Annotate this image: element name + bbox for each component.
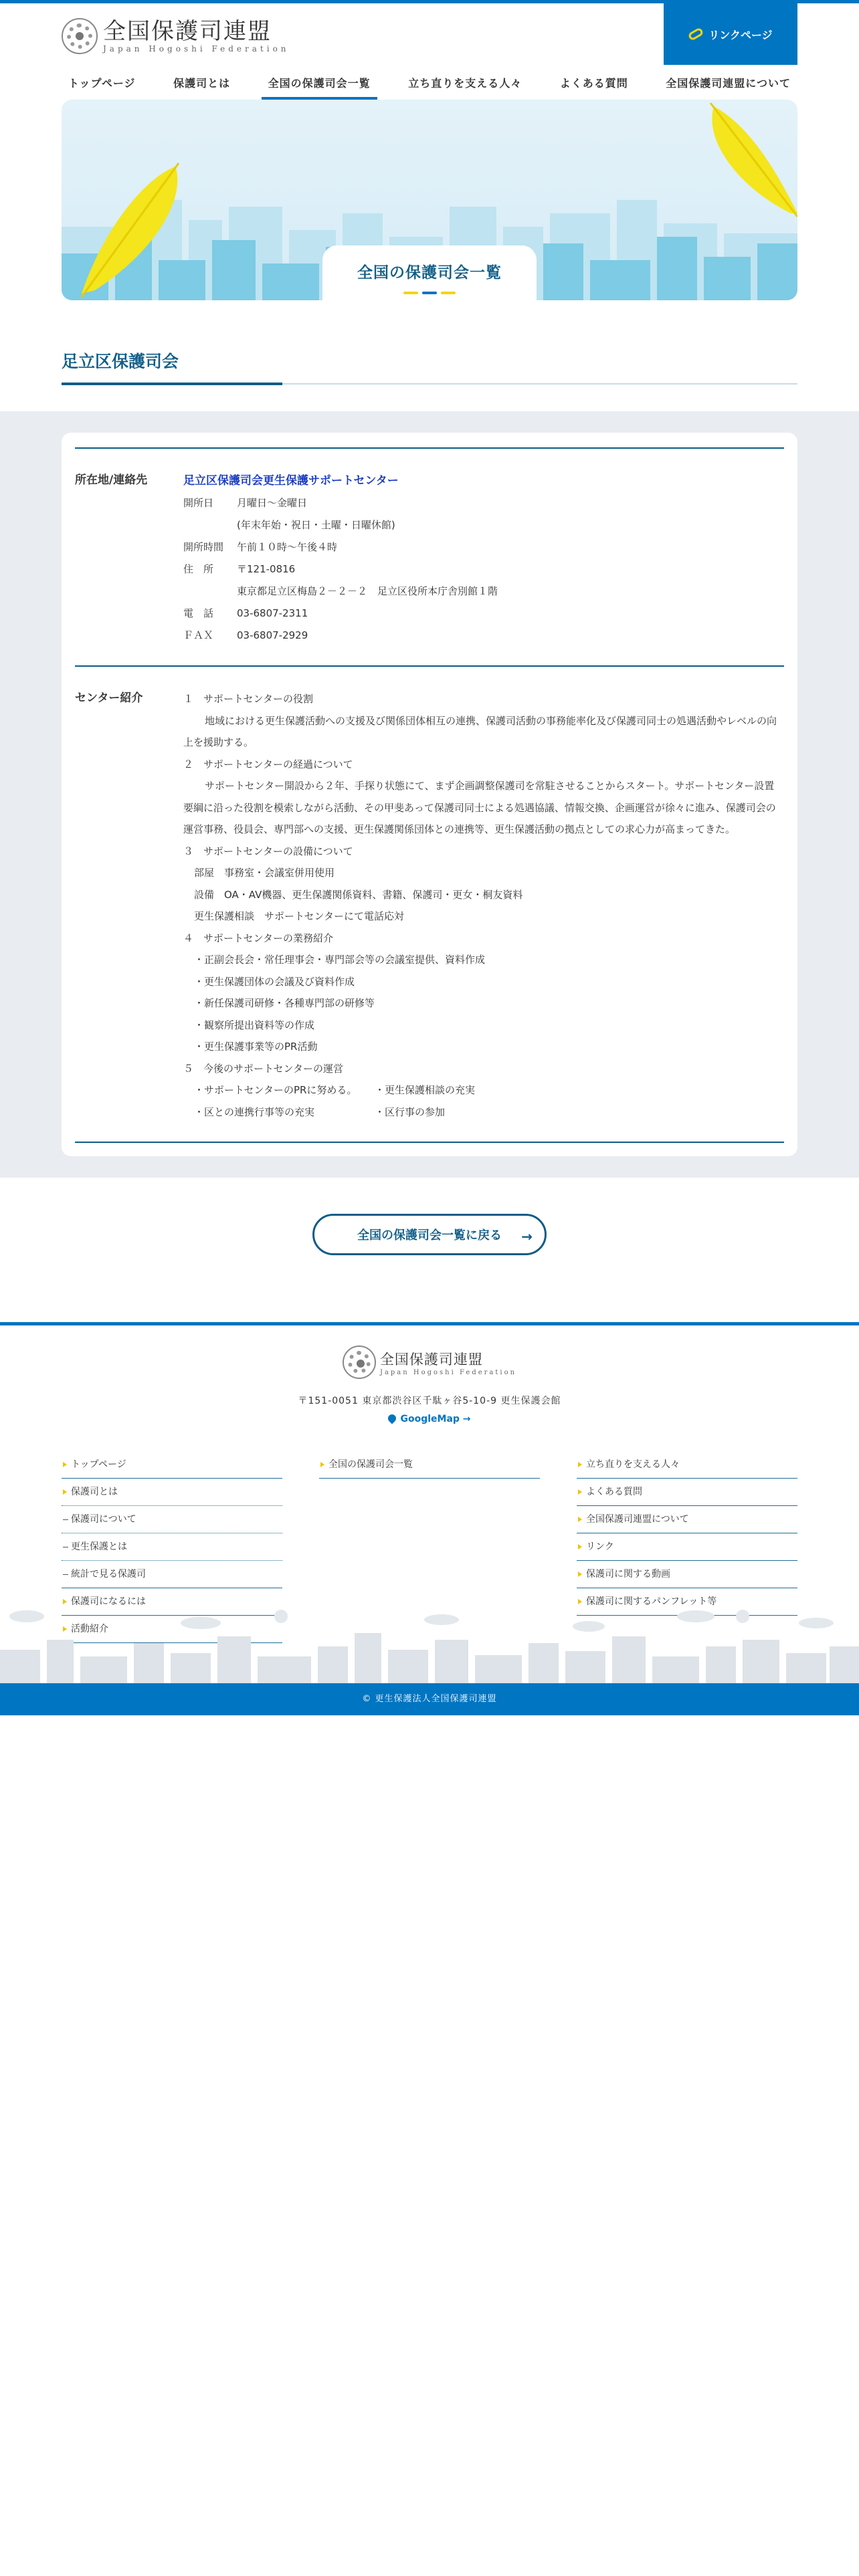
back-to-list-label: 全国の保護司会一覧に戻る — [357, 1228, 502, 1243]
arrow-right-icon: → — [462, 1414, 471, 1424]
footer-link[interactable]: よくある質問 — [577, 1479, 797, 1506]
footer-logo-title: 全国保護司連盟 — [379, 1351, 483, 1368]
divider — [75, 1142, 784, 1143]
closed-days-value: (年末年始・祝日・土曜・日曜休館) — [237, 519, 395, 531]
center-item: ・新任保護司研修・各種専門部の研修等 — [194, 997, 375, 1009]
footer-link[interactable]: 活動紹介 — [62, 1616, 282, 1643]
hero-banner — [62, 100, 797, 300]
logo-emblem-icon — [343, 1346, 376, 1379]
contact-label: 所在地/連絡先 — [75, 473, 148, 487]
footer-link[interactable]: 立ち直りを支える人々 — [577, 1451, 797, 1479]
footer-sublink[interactable]: 更生保護とは — [62, 1533, 282, 1561]
hours-key: 開所時間 — [183, 541, 224, 553]
center-item: ・正副会長会・常任理事会・専門部会等の会議室提供、資料作成 — [194, 954, 486, 966]
logo-emblem-icon — [62, 18, 98, 54]
nav-item-about-hogoshi[interactable]: 保護司とは — [173, 77, 231, 90]
tel-key: 電 話 — [183, 607, 214, 619]
center-item: ・区との連携行事等の充実 — [194, 1105, 315, 1118]
center-heading-5: ５ 今後のサポートセンターの運営 — [183, 1062, 343, 1075]
center-paragraph-1: 地域における更生保護活動への支援及び関係団体相互の連携、保護司活動の事務能率化及び保護司同士の処遇活動やレベルの向上を援助する。 — [183, 714, 777, 748]
footer-sublink[interactable]: 保護司について — [62, 1506, 282, 1533]
open-days-value: 月曜日～金曜日 — [237, 497, 308, 509]
section-heading — [62, 348, 797, 385]
zip-value: 〒121-0816 — [237, 563, 296, 575]
detail-card — [62, 433, 797, 1156]
site-header — [0, 3, 859, 65]
center-item: ・サポートセンターのPRに努める。 — [194, 1084, 357, 1096]
hero-title-box — [322, 245, 537, 300]
link-page-button[interactable] — [664, 3, 797, 65]
center-item: ・区行事の参加 — [375, 1105, 446, 1118]
arrow-right-icon: → — [521, 1228, 533, 1245]
detail-band — [0, 411, 859, 1178]
logo-subtitle: Japan Hogoshi Federation — [103, 44, 290, 53]
section-title: 足立区保護司会 — [62, 352, 179, 371]
center-paragraph-2: サポートセンター開設から２年、手探り状態にて、まず企画調整保護司を常駐させることからスタート。サポートセンター設置要綱に沿った役割を模索しながら活動、その甲斐あって保護司同士による処遇協議、情報交換、企画運営が徐々に進み、保護司会の運営事務、役員会、専門部への支援、更生保護関係団体との連携等、更生保護活動の拠点としての求心力が高まってきた。 — [183, 780, 776, 835]
nav-item-supporters[interactable]: 立ち直りを支える人々 — [408, 77, 522, 90]
center-heading-2: ２ サポートセンターの経過について — [183, 758, 353, 770]
site-footer — [0, 1322, 859, 1704]
tel-value: 03-6807-2311 — [237, 607, 308, 619]
org-name-link[interactable]: 足立区保護司会更生保護サポートセンター — [183, 474, 399, 488]
footer-townscape-illustration — [0, 1610, 859, 1683]
center-item: 部屋 事務室・会議室併用使用 — [194, 867, 335, 879]
logo-title: 全国保護司連盟 — [103, 18, 272, 45]
contact-row — [75, 449, 784, 665]
footer-link[interactable]: 保護司に関する動画 — [577, 1561, 797, 1588]
center-intro-row — [75, 667, 784, 1142]
footer-link[interactable]: トップページ — [62, 1451, 282, 1479]
google-map-link[interactable] — [0, 1414, 859, 1424]
footer-logo[interactable] — [0, 1346, 859, 1379]
center-item: ・更生保護団体の会議及び資料作成 — [194, 975, 355, 988]
site-logo[interactable] — [62, 18, 290, 54]
title-decoration — [322, 292, 537, 294]
fax-value: 03-6807-2929 — [237, 629, 308, 641]
footer-sublink[interactable]: 統計で見る保護司 — [62, 1561, 282, 1588]
open-days-key: 開所日 — [183, 497, 214, 509]
nav-item-faq[interactable]: よくある質問 — [559, 77, 628, 90]
footer-link[interactable]: 保護司になるには — [62, 1588, 282, 1616]
center-item: ・更生保護事業等のPR活動 — [194, 1041, 318, 1053]
center-item: 更生保護相談 サポートセンターにて電話応対 — [194, 910, 404, 922]
copyright-text: © 更生保護法人全国保護司連盟 — [362, 1694, 497, 1704]
nav-item-federation[interactable]: 全国保護司連盟について — [666, 77, 791, 90]
center-heading-1: １ サポートセンターの役割 — [183, 693, 313, 705]
link-chain-icon — [688, 27, 704, 41]
nav-item-association-list[interactable]: 全国の保護司会一覧 — [262, 70, 377, 100]
page-title: 全国の保護司会一覧 — [357, 264, 502, 282]
footer-link[interactable]: 保護司とは — [62, 1479, 282, 1506]
center-item: 設備 OA・AV機器、更生保護関係資料、書籍、保護司・更女・桐友資料 — [194, 888, 523, 901]
map-pin-icon — [387, 1413, 398, 1424]
google-map-label: GoogleMap — [400, 1414, 460, 1424]
address-key: 住 所 — [183, 563, 214, 575]
copyright-bar — [0, 1683, 859, 1715]
center-item: ・観察所提出資料等の作成 — [194, 1018, 315, 1031]
footer-link[interactable]: 全国の保護司会一覧 — [319, 1451, 540, 1479]
hours-value: 午前１０時～午後４時 — [237, 541, 338, 553]
center-heading-4: ４ サポートセンターの業務紹介 — [183, 932, 333, 944]
center-intro-label: センター紹介 — [75, 691, 143, 705]
center-heading-3: ３ サポートセンターの設備について — [183, 845, 353, 857]
footer-link[interactable]: リンク — [577, 1533, 797, 1561]
global-nav — [62, 70, 797, 100]
back-to-list-button[interactable] — [312, 1214, 547, 1255]
footer-logo-subtitle: Japan Hogoshi Federation — [379, 1368, 517, 1376]
footer-address: 〒151-0051 東京都渋谷区千駄ヶ谷5-10-9 更生保護会館 — [298, 1396, 561, 1406]
link-page-label: リンクページ — [708, 28, 773, 41]
fax-key: ＦＡＸ — [183, 629, 214, 641]
footer-link[interactable]: 保護司に関するパンフレット等 — [577, 1588, 797, 1616]
footer-link[interactable]: 全国保護司連盟について — [577, 1506, 797, 1533]
address-value: 東京都足立区梅島２－２－２ 足立区役所本庁舎別館１階 — [237, 585, 498, 597]
nav-item-top[interactable]: トップページ — [68, 77, 136, 90]
center-item: ・更生保護相談の充実 — [375, 1084, 476, 1096]
